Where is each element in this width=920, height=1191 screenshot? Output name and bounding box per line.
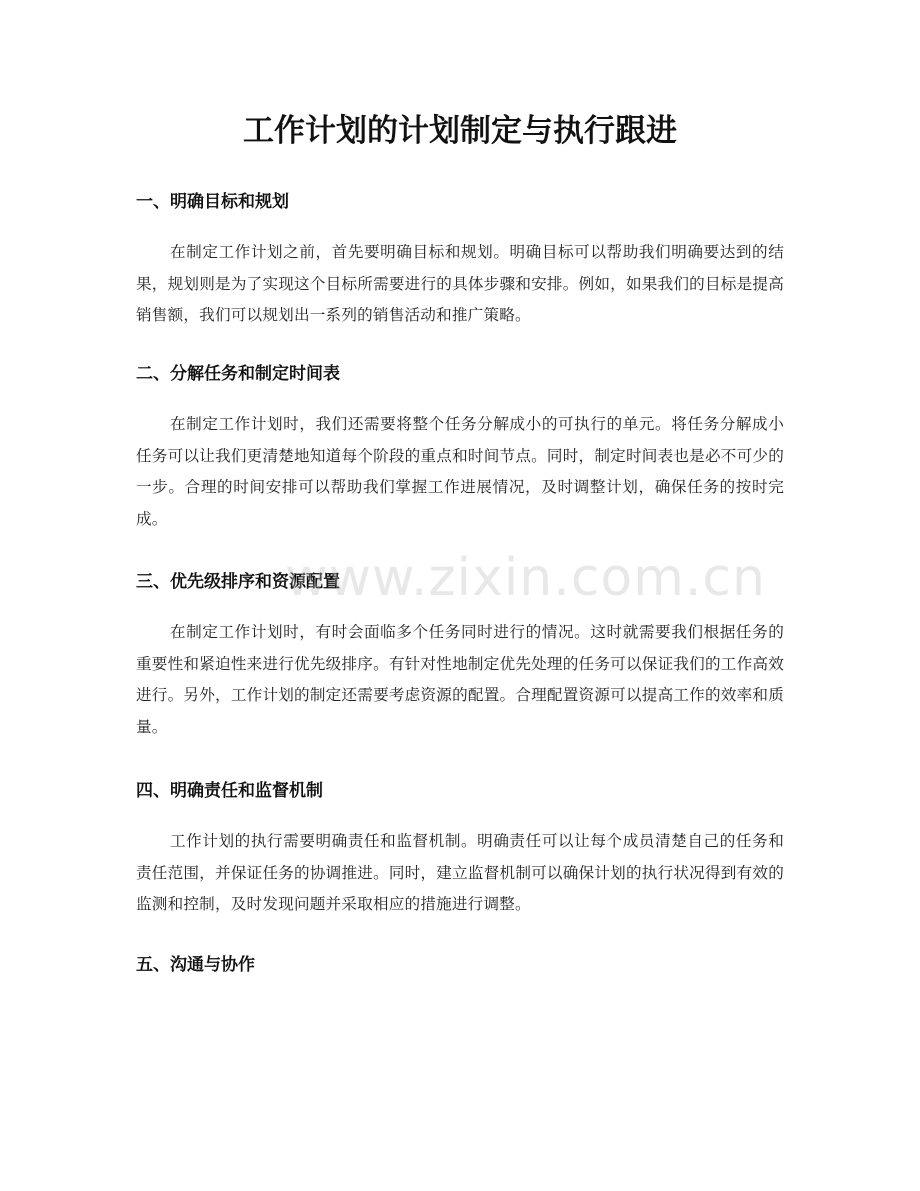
section-heading: 五、沟通与协作	[136, 955, 255, 975]
section-2	[136, 362, 784, 535]
section-paragraph: 在制定工作计划之前，首先要明确目标和规划。明确目标可以帮助我们明确要达到的结果，规划则是为了实现这个目标所需要进行的具体步骤和安排。例如，如果我们的目标是提高销售额，我们可以规划出一系列的销售活动和推广策略。	[136, 243, 784, 324]
section-heading: 二、分解任务和制定时间表	[136, 364, 340, 384]
section-heading: 三、优先级排序和资源配置	[136, 572, 340, 592]
section-heading: 一、明确目标和规划	[136, 192, 289, 212]
section-4	[136, 779, 784, 921]
section-1	[136, 190, 784, 332]
section-3	[136, 570, 784, 743]
section-paragraph: 在制定工作计划时，有时会面临多个任务同时进行的情况。这时就需要我们根据任务的重要性和紧迫性来进行优先级排序。有针对性地制定优先处理的任务可以保证我们的工作高效进行。另外，工作计划的制定还需要考虑资源的配置。合理配置资源可以提高工作的效率和质量。	[136, 623, 784, 736]
section-paragraph: 工作计划的执行需要明确责任和监督机制。明确责任可以让每个成员清楚自己的任务和责任范围，并保证任务的协调推进。同时，建立监督机制可以确保计划的执行状况得到有效的监测和控制，及时发现问题并采取相应的措施进行调整。	[136, 832, 784, 913]
section-paragraph: 在制定工作计划时，我们还需要将整个任务分解成小的可执行的单元。将任务分解成小任务可以让我们更清楚地知道每个阶段的重点和时间节点。同时，制定时间表也是必不可少的一步。合理的时间安排可以帮助我们掌握工作进展情况，及时调整计划，确保任务的按时完成。	[136, 415, 784, 528]
section-5	[136, 953, 784, 977]
section-heading: 四、明确责任和监督机制	[136, 781, 323, 801]
document-title: 工作计划的计划制定与执行跟进	[243, 113, 677, 149]
watermark: www.zixin.com.cn	[285, 548, 766, 608]
